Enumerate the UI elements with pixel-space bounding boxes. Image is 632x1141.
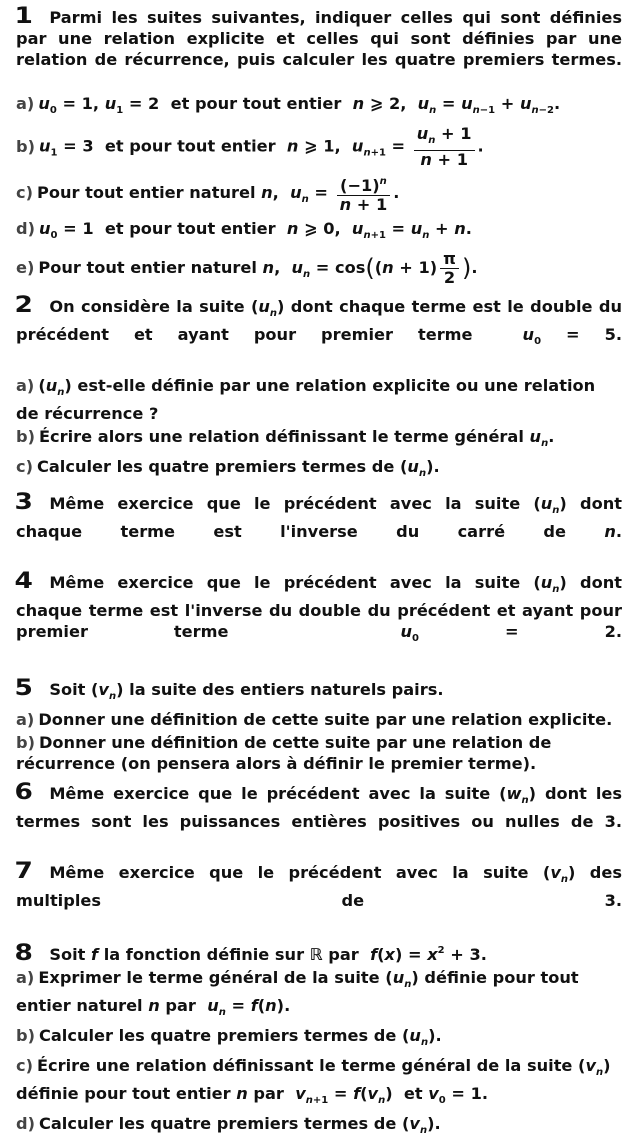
exercise-8-item-a: a) Exprimer le terme général de la suite $(u_n)$ définie pour tout entier naturel n par $u_n = f(n)$. xyxy=(16,968,579,1018)
exercise-number: 1 xyxy=(14,4,33,29)
exercise-1-item-d: d) $u_0 = 1$ et pour tout entier n ⩾ 0, $u_{n+1} = u_n + n$. xyxy=(16,219,472,241)
exercise-number: 5 xyxy=(14,676,33,701)
exercise-number: 4 xyxy=(14,569,33,594)
exercise-3 xyxy=(16,492,622,563)
exercise-number: 3 xyxy=(14,490,33,515)
exercise-2-item-c: c) Calculer les quatre premiers termes de $(u_n)$. xyxy=(16,457,440,479)
exercise-2-item-b: b) Écrire alors une relation définissant le terme général $u_n$. xyxy=(16,427,555,449)
exercise-1-item-e: e) Pour tout entier naturel n, $u_n = \cos((n + 1)$ $\frac{\pi}{2}$ ). xyxy=(16,249,478,287)
exercise-7-statement: 7 Même exercice que le précédent avec la suite $(v_n)$ des multiples de 3. xyxy=(14,859,622,910)
exercise-1-statement: 1 Parmi les suites suivantes, indiquer celles qui sont définies par une relation explicite et celles qui sont définies par une relation de récurrence, puis calculer les quatre premiers termes. xyxy=(14,4,622,69)
exercise-3-statement: 3 Même exercice que le précédent avec la suite $(u_n)$ dont chaque terme est l'inverse du carré de n. xyxy=(14,490,622,541)
exercise-4 xyxy=(16,571,622,670)
exercise-number: 6 xyxy=(14,780,33,805)
exercise-7 xyxy=(16,861,622,932)
exercise-2-item-a: a) $(u_n)$ est-elle définie par une relation explicite ou une relation de récurrence ? xyxy=(16,376,596,423)
exercise-5-statement: 5 Soit $(v_n)$ la suite des entiers naturels pairs. xyxy=(14,676,444,702)
exercise-5-item-a: a) Donner une définition de cette suite par une relation explicite. xyxy=(16,710,613,729)
exercise-1-item-a: a) $u_0 = 1$, $u_1 = 2$ et pour tout entier n ⩾ 2, $u_n = u_{n-1} + u_{n-2}$. xyxy=(16,94,561,116)
exercise-2 xyxy=(16,295,622,484)
exercise-number: 7 xyxy=(14,859,33,884)
exercise-1-item-c: c) Pour tout entier naturel n, $u_n$ = $\frac{(-1)^n}{n + 1}$ . xyxy=(16,173,622,214)
exercise-8-item-b: b) Calculer les quatre premiers termes de $(u_n)$. xyxy=(16,1026,442,1048)
exercise-8-item-c: c) Écrire une relation définissant le terme général de la suite $(v_n)$ définie pour tout entier n par $v_{n+1} = f(v_n)$ et $v_0 = 1$. xyxy=(16,1056,611,1106)
exercise-6 xyxy=(16,782,622,853)
exercise-1-item-b: b) $u_1 = 3$ et pour tout entier n ⩾ 1, $u_{n+1}$ = $\frac{u_n + 1}{n + 1}$ . xyxy=(16,124,484,169)
exercise-8-item-d: d) Calculer les quatre premiers termes de $(v_n)$. xyxy=(16,1114,441,1136)
exercise-5-item-b: b) Donner une définition de cette suite par une relation de récurrence (on pensera alors à définir le premier terme). xyxy=(16,733,552,773)
exercise-8-statement: 8 Soit f la fonction définie sur ℝ par $f(x) = x^2 + 3$. xyxy=(14,941,487,966)
exercise-8 xyxy=(16,940,622,1141)
exercise-6-statement: 6 Même exercice que le précédent avec la suite $(w_n)$ dont les termes sont les puissances entières positives ou nulles de 3. xyxy=(14,780,622,831)
exercise-4-statement: 4 Même exercice que le précédent avec la suite $(u_n)$ dont chaque terme est l'inverse du double du précédent et ayant pour premier terme $u_0 = 2$. xyxy=(14,569,622,644)
exercise-1 xyxy=(16,6,622,287)
exercise-number: 2 xyxy=(14,293,33,318)
exercise-number: 8 xyxy=(14,941,33,966)
exercise-5 xyxy=(16,678,622,774)
exercise-2-statement: 2 On considère la suite $(u_n)$ dont chaque terme est le double du précédent et ayant pour premier terme $u_0 = 5$. xyxy=(14,293,623,347)
